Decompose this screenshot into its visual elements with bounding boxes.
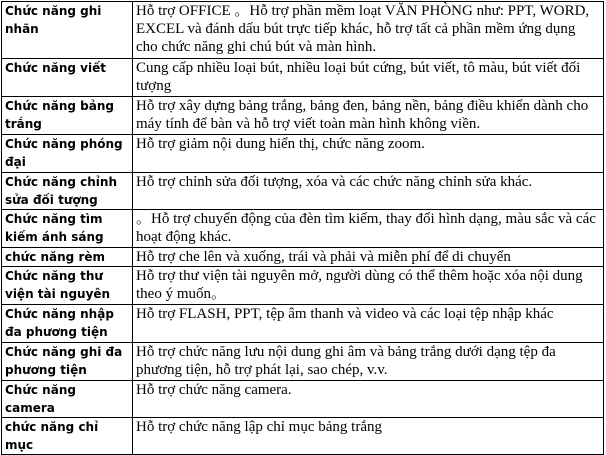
feature-name-cell: Chức năng camera bbox=[2, 381, 133, 418]
feature-name-cell: Chức năng chỉnh sửa đối tượng bbox=[2, 173, 133, 210]
table-row bbox=[2, 248, 604, 267]
table-row bbox=[2, 210, 604, 248]
feature-description-cell: Hỗ trợ chỉnh sửa đối tượng, xóa và các chức năng chỉnh sửa khác. bbox=[133, 173, 604, 210]
feature-description-cell: Cung cấp nhiều loại bút, nhiều loại bút cứng, bút viết, tô màu, bút viết đối tượng bbox=[133, 59, 604, 97]
feature-name-cell: Chức năng phóng đại bbox=[2, 135, 133, 173]
feature-description-cell: Hỗ trợ chức năng lập chỉ mục bảng trắng bbox=[133, 418, 604, 455]
table-row bbox=[2, 381, 604, 418]
feature-description-cell: Hỗ trợ giảm nội dung hiển thị, chức năng zoom. bbox=[133, 135, 604, 173]
table-row bbox=[2, 267, 604, 305]
feature-name-cell: Chức năng ghi đa phương tiện bbox=[2, 343, 133, 381]
feature-name-cell: Chức năng bảng trắng bbox=[2, 97, 133, 135]
table-row bbox=[2, 59, 604, 97]
table-row bbox=[2, 343, 604, 381]
feature-description-cell: Hỗ trợ thư viện tài nguyên mở, người dùng có thể thêm hoặc xóa nội dung theo ý muốn。 bbox=[133, 267, 604, 305]
feature-table bbox=[1, 1, 604, 455]
feature-name-cell: Chức năng thư viện tài nguyên bbox=[2, 267, 133, 305]
feature-name-cell: Chức năng nhập đa phương tiện bbox=[2, 305, 133, 343]
table-row bbox=[2, 2, 604, 59]
table-row bbox=[2, 305, 604, 343]
feature-description-cell: Hỗ trợ che lên và xuống, trái và phải và miễn phí để di chuyển bbox=[133, 248, 604, 267]
feature-description-cell: Hỗ trợ chức năng camera. bbox=[133, 381, 604, 418]
table-row bbox=[2, 173, 604, 210]
feature-description-cell: Hỗ trợ FLASH, PPT, tệp âm thanh và video và các loại tệp nhập khác bbox=[133, 305, 604, 343]
feature-description-cell: 。Hỗ trợ chuyển động của đèn tìm kiếm, thay đổi hình dạng, màu sắc và các hoạt động khác. bbox=[133, 210, 604, 248]
feature-name-cell: Chức năng tìm kiếm ánh sáng bbox=[2, 210, 133, 248]
feature-name-cell: Chức năng viết bbox=[2, 59, 133, 97]
feature-description-cell: Hỗ trợ xây dựng bảng trắng, bảng đen, bảng nền, bảng điều khiển dành cho máy tính để bàn và hỗ trợ viết toàn màn hình không viền. bbox=[133, 97, 604, 135]
feature-description-cell: Hỗ trợ OFFICE 。Hỗ trợ phần mềm loạt VĂN PHÒNG như: PPT, WORD, EXCEL và đánh dấu bút trực tiếp khác, hỗ trợ tất cả phần mềm ứng dụng cho chức năng ghi chú bút và màn hình. bbox=[133, 2, 604, 59]
feature-name-cell: chức năng chỉ mục bbox=[2, 418, 133, 455]
table-row bbox=[2, 97, 604, 135]
table-row bbox=[2, 135, 604, 173]
table-row bbox=[2, 418, 604, 455]
feature-name-cell: chức năng rèm bbox=[2, 248, 133, 267]
feature-name-cell: Chức năng ghi nhãn bbox=[2, 2, 133, 59]
feature-description-cell: Hỗ trợ chức năng lưu nội dung ghi âm và bảng trắng dưới dạng tệp đa phương tiện, hỗ trợ phát lại, sao chép, v.v. bbox=[133, 343, 604, 381]
